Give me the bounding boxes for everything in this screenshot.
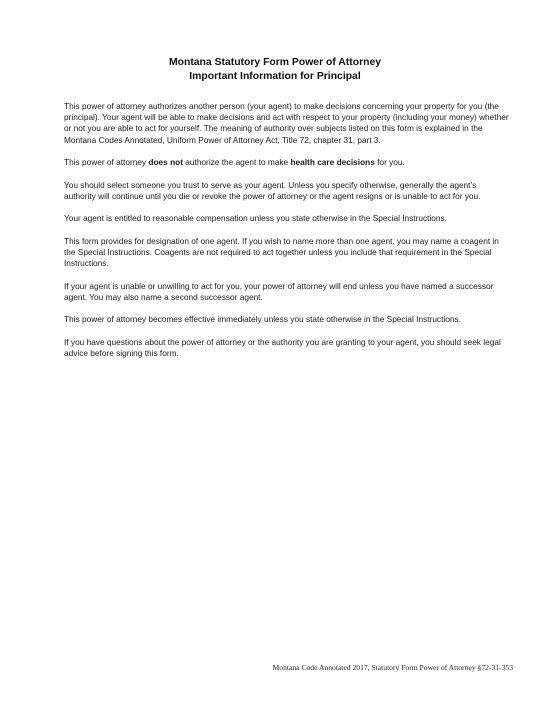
paragraph-legal-advice: If you have questions about the power of attorney or the authority you are granting to your agent, you should seek legal advice before signing this form. [64, 336, 501, 359]
paragraph-effective-date: This power of attorney becomes effective immediately unless you state otherwise in the Special Instructions. [64, 314, 461, 325]
document-title: Montana Statutory Form Power of Attorney [168, 57, 382, 68]
paragraph-compensation: Your agent is entitled to reasonable compensation unless you state otherwise in the Special Instructions. [64, 213, 447, 224]
emphasis-does-not: does not [148, 157, 183, 168]
paragraph-select-agent: You should select someone you trust to serve as your agent. Unless you specify otherwise, generally the agent’s authority will continue until you die or revoke the power of attorney or the agent resigns or is unable to act for you. [64, 179, 481, 201]
title-block [0, 56, 550, 84]
document-body [64, 101, 510, 371]
paragraph-text-segment: for you. [374, 157, 405, 168]
paragraph-authorization: This power of attorney authorizes another person (your agent) to make decisions concerning your property for you (the principal). Your agent will be able to make decisions and act with respect to your property (including your money) whether or not you are able to act for yourself. The meaning of authority over subjects listed on this form is explained in the Montana Codes Annotated, Uniform Power of Attorney Act, Title 72, chapter 31, part 3. [64, 101, 509, 145]
paragraph-successor-agent: If your agent is unable or unwilling to act for you, your power of attorney will end unless you have named a successor agent. You may also name a second successor agent. [64, 280, 494, 302]
document-subtitle: Important Information for Principal [189, 71, 361, 82]
paragraph-text-segment: This power of attorney [64, 157, 149, 168]
paragraph-text-segment: authorize the agent to make [182, 157, 291, 168]
emphasis-health-care-decisions: health care decisions [290, 157, 375, 168]
paragraph-health-care-exclusion [64, 157, 510, 168]
paragraph-coagent: This form provides for designation of one agent. If you wish to name more than one agent, you may name a coagent in the Special Instructions. Coagents are not required to act together unless you include that requirement in the Special Instructions. [64, 235, 499, 269]
page-footer: Montana Code Annotated 2017, Statutory Form Power of Attorney §72-31-353 [272, 663, 513, 672]
